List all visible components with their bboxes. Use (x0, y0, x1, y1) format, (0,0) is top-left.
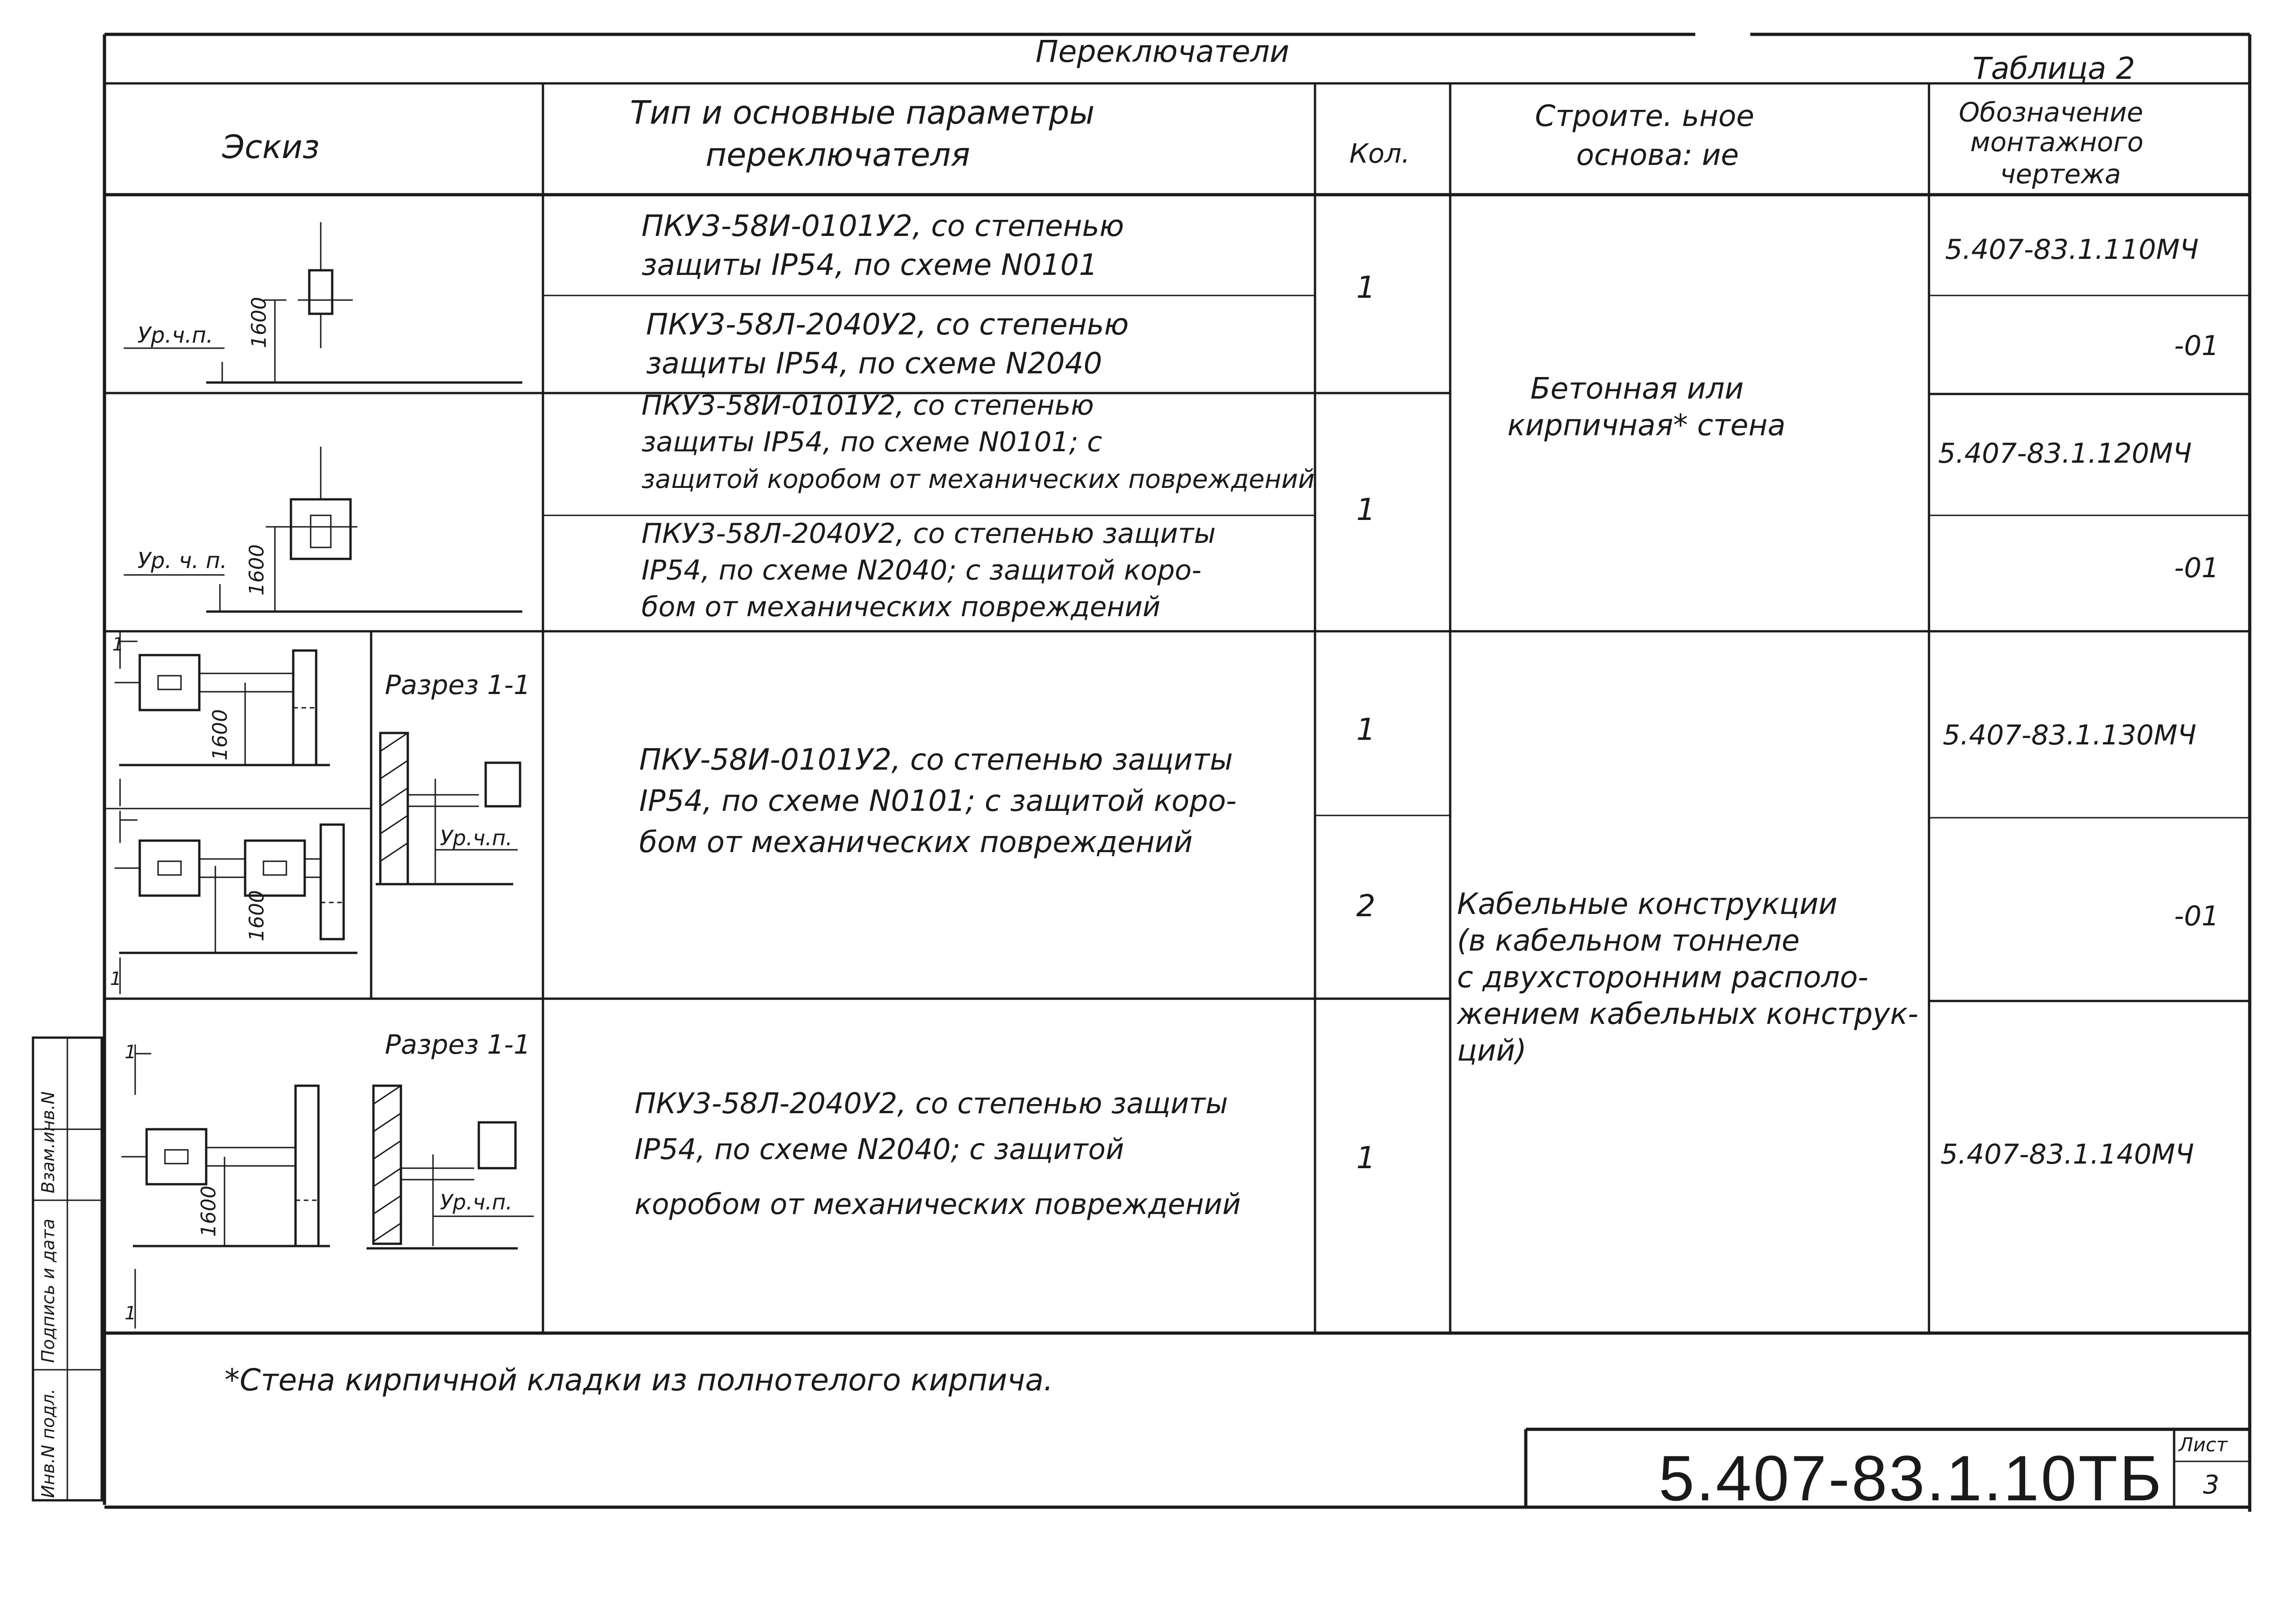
base-group2-line3: с двухсторонним располо- (1457, 961, 1869, 995)
sheet-label: Лист (2179, 1433, 2228, 1456)
header-drawing-2: монтажного (1970, 126, 2144, 158)
header-type-1: Тип и основные параметры (630, 94, 1095, 131)
section1-level: Ур.ч.п. (440, 826, 513, 850)
row6-type-line1: ПКУ3-58Л-2040У2, со степенью защиты (635, 1087, 1228, 1120)
table-caption: Переключатели (1036, 34, 1289, 69)
sketch-switch-5-plan (121, 1042, 330, 1329)
row3-type-line2: защиты IP54, по схеме N0101; с (641, 426, 1102, 458)
margin-stamp (33, 1038, 102, 1500)
sketch-switch-2 (124, 447, 522, 612)
section1-label: Разрез 1-1 (385, 669, 531, 700)
header-base-1: Строите. ьное (1535, 99, 1754, 133)
base-group1-line1: Бетонная или (1530, 372, 1744, 406)
row5-type-line2: IP54, по схеме N0101; с защитой коро- (639, 784, 1237, 818)
sketch1-level-label: Ур.ч.п. (137, 323, 214, 348)
header-base-2: основа: ие (1576, 138, 1739, 172)
drawing-code: 5.407-83.1.10ТБ (1659, 1442, 2164, 1514)
row4-drawing: -01 (2174, 552, 2219, 584)
sketch3-mark-top: 1 (112, 634, 124, 655)
sketch1-height: 1600 (247, 297, 271, 348)
stamp-vzam-inv: Взам.инв.N (38, 1091, 58, 1193)
row5-type-line1: ПКУ-58И-0101У2, со степенью защиты (639, 743, 1233, 777)
row5-drawing-a: 5.407-83.1.130МЧ (1943, 719, 2197, 751)
sketch-switch-1 (124, 222, 522, 383)
base-group2-line4: жением кабельных конструк- (1457, 997, 1918, 1031)
header-sketch: Эскиз (222, 128, 320, 166)
base-group2-line1: Кабельные конструкции (1457, 887, 1838, 921)
sketch5-mark-bottom: 1 (125, 1303, 137, 1324)
sketch-switch-4-plan (110, 811, 357, 994)
base-group1-line2: кирпичная* стена (1507, 409, 1786, 443)
row4-type-line2: IP54, по схеме N2040; с защитой коро- (641, 554, 1202, 586)
row1-type-line1: ПКУ3-58И-0101У2, со степенью (641, 209, 1124, 243)
stamp-sign-date: Подпись и дата (38, 1219, 58, 1363)
row6-drawing: 5.407-83.1.140МЧ (1940, 1138, 2194, 1170)
row2-drawing: -01 (2174, 330, 2219, 362)
header-qty: Кол. (1349, 138, 1410, 169)
sketch5-mark-top: 1 (125, 1042, 137, 1063)
table-number: Таблица 2 (1973, 51, 2135, 86)
row4-type-line1: ПКУ3-58Л-2040У2, со степенью защиты (641, 518, 1216, 550)
sketch4-height: 1600 (245, 890, 269, 941)
sketch3-height: 1600 (208, 709, 232, 760)
row2-type-line2: защиты IP54, по схеме N2040 (646, 347, 1102, 381)
section2-label: Разрез 1-1 (385, 1029, 531, 1060)
header-drawing-3: чертежа (2000, 159, 2121, 190)
row3-qty: 1 (1356, 492, 1375, 527)
row1-qty: 1 (1356, 270, 1375, 305)
sheet-number: 3 (2203, 1470, 2219, 1500)
row4-type-line3: бом от механических повреждений (641, 591, 1161, 623)
row5-drawing-b: -01 (2174, 900, 2219, 932)
row5-qty-a: 1 (1356, 712, 1375, 747)
row2-type-line1: ПКУ3-58Л-2040У2, со степенью (646, 308, 1129, 342)
stamp-inv-podl: Инв.N подл. (38, 1389, 58, 1498)
row6-type-line3: коробом от механических повреждений (635, 1187, 1241, 1221)
header-drawing-1: Обозначение (1959, 97, 2143, 128)
section2-level: Ур.ч.п. (440, 1190, 513, 1214)
row1-drawing: 5.407-83.1.110МЧ (1945, 234, 2199, 266)
base-group2-line2: (в кабельном тоннеле (1457, 924, 1800, 958)
sketch-section-1 (376, 669, 531, 884)
sketch4-mark-bottom: 1 (110, 968, 122, 990)
sketch2-height: 1600 (245, 544, 269, 596)
sketch5-height: 1600 (197, 1186, 220, 1237)
row1-type-line2: защиты IP54, по схеме N0101 (641, 248, 1098, 282)
row3-drawing: 5.407-83.1.120МЧ (1938, 437, 2192, 470)
sketch2-level-label: Ур. ч. п. (137, 548, 227, 574)
sketch-section-2 (367, 1029, 534, 1248)
row5-qty-b: 2 (1356, 888, 1375, 924)
row6-qty: 1 (1356, 1140, 1375, 1176)
sketch-switch-3-plan (112, 632, 330, 806)
header-type-2: переключателя (706, 136, 970, 174)
row3-type-line1: ПКУ3-58И-0101У2, со степенью (641, 389, 1094, 421)
row3-type-line3: защитой коробом от механических повреждений (641, 465, 1315, 494)
row6-type-line2: IP54, по схеме N2040; с защитой (635, 1132, 1124, 1166)
row5-type-line3: бом от механических повреждений (639, 826, 1193, 859)
base-group2-line5: ций) (1457, 1034, 1527, 1068)
footnote: *Стена кирпичной кладки из полнотелого кирпича. (225, 1362, 1053, 1398)
